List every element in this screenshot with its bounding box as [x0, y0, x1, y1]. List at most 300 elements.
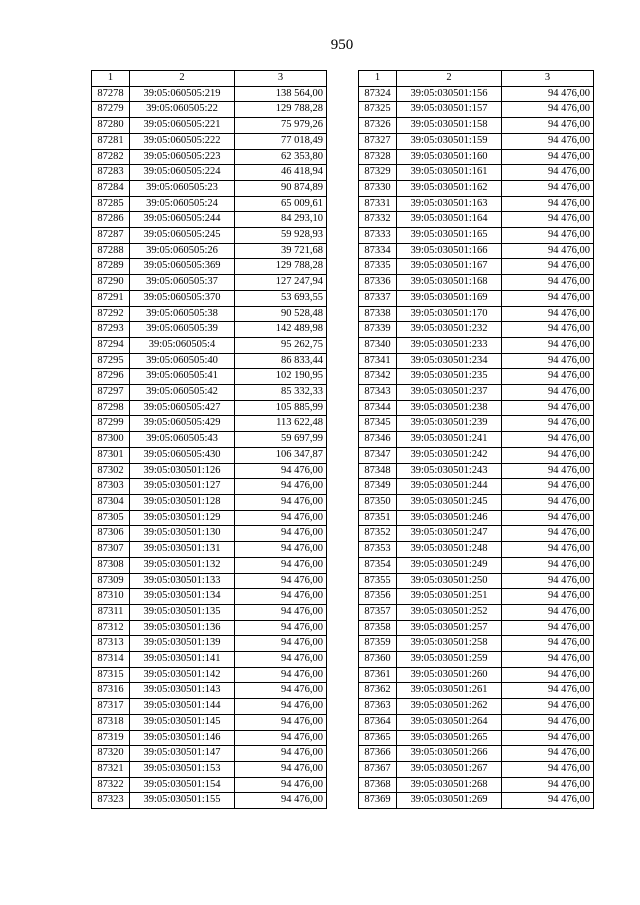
row-number-cell: 87334: [359, 243, 397, 259]
cadastral-number-cell: 39:05:030501:266: [397, 746, 502, 762]
value-cell: 62 353,80: [235, 149, 327, 165]
cadastral-number-cell: 39:05:030501:268: [397, 777, 502, 793]
table-row: [359, 337, 594, 353]
row-number-cell: 87352: [359, 526, 397, 542]
value-cell: 95 262,75: [235, 337, 327, 353]
row-number-cell: 87284: [92, 180, 130, 196]
cadastral-number-cell: 39:05:030501:233: [397, 337, 502, 353]
header-cell-3: 3: [502, 71, 594, 87]
table-row: [92, 463, 327, 479]
row-number-cell: 87337: [359, 290, 397, 306]
row-number-cell: 87346: [359, 432, 397, 448]
table-row: [92, 337, 327, 353]
cadastral-number-cell: 39:05:060505:224: [130, 165, 235, 181]
row-number-cell: 87341: [359, 353, 397, 369]
row-number-cell: 87297: [92, 385, 130, 401]
cadastral-number-cell: 39:05:060505:40: [130, 353, 235, 369]
value-cell: 94 476,00: [502, 180, 594, 196]
cadastral-number-cell: 39:05:060505:23: [130, 180, 235, 196]
value-cell: 90 528,48: [235, 306, 327, 322]
table-row: [359, 118, 594, 134]
row-number-cell: 87288: [92, 243, 130, 259]
table-row: [359, 479, 594, 495]
cadastral-number-cell: 39:05:030501:257: [397, 620, 502, 636]
value-cell: 84 293,10: [235, 212, 327, 228]
right-table-body: [359, 71, 594, 809]
left-table-body: [92, 71, 327, 809]
table-row: [359, 620, 594, 636]
table-row: [92, 761, 327, 777]
cadastral-number-cell: 39:05:030501:153: [130, 761, 235, 777]
value-cell: 94 476,00: [502, 573, 594, 589]
row-number-cell: 87364: [359, 714, 397, 730]
table-row: [92, 212, 327, 228]
value-cell: 94 476,00: [502, 730, 594, 746]
row-number-cell: 87354: [359, 557, 397, 573]
table-row: [359, 526, 594, 542]
row-number-cell: 87347: [359, 447, 397, 463]
value-cell: 53 693,55: [235, 290, 327, 306]
value-cell: 94 476,00: [235, 510, 327, 526]
row-number-cell: 87315: [92, 667, 130, 683]
cadastral-number-cell: 39:05:060505:24: [130, 196, 235, 212]
table-row: [92, 526, 327, 542]
cadastral-number-cell: 39:05:030501:160: [397, 149, 502, 165]
row-number-cell: 87321: [92, 761, 130, 777]
header-cell-2: 2: [397, 71, 502, 87]
table-row: [359, 510, 594, 526]
row-number-cell: 87353: [359, 542, 397, 558]
table-row: [92, 306, 327, 322]
cadastral-number-cell: 39:05:030501:262: [397, 699, 502, 715]
row-number-cell: 87298: [92, 400, 130, 416]
value-cell: 94 476,00: [235, 683, 327, 699]
cadastral-number-cell: 39:05:060505:4: [130, 337, 235, 353]
table-row: [92, 196, 327, 212]
cadastral-number-cell: 39:05:060505:370: [130, 290, 235, 306]
cadastral-number-cell: 39:05:030501:142: [130, 667, 235, 683]
cadastral-number-cell: 39:05:030501:235: [397, 369, 502, 385]
value-cell: 94 476,00: [235, 699, 327, 715]
value-cell: 94 476,00: [235, 777, 327, 793]
row-number-cell: 87320: [92, 746, 130, 762]
table-row: [92, 133, 327, 149]
table-row: [359, 542, 594, 558]
table-row: [359, 353, 594, 369]
cadastral-number-cell: 39:05:030501:162: [397, 180, 502, 196]
cadastral-number-cell: 39:05:030501:269: [397, 793, 502, 809]
cadastral-number-cell: 39:05:030501:168: [397, 275, 502, 291]
cadastral-number-cell: 39:05:060505:26: [130, 243, 235, 259]
row-number-cell: 87306: [92, 526, 130, 542]
value-cell: 94 476,00: [502, 620, 594, 636]
table-row: [359, 636, 594, 652]
cadastral-number-cell: 39:05:030501:259: [397, 652, 502, 668]
row-number-cell: 87368: [359, 777, 397, 793]
row-number-cell: 87327: [359, 133, 397, 149]
row-number-cell: 87312: [92, 620, 130, 636]
cadastral-number-cell: 39:05:030501:247: [397, 526, 502, 542]
table-row: [92, 86, 327, 102]
cadastral-number-cell: 39:05:030501:134: [130, 589, 235, 605]
table-row: [359, 730, 594, 746]
cadastral-number-cell: 39:05:060505:42: [130, 385, 235, 401]
row-number-cell: 87302: [92, 463, 130, 479]
value-cell: 94 476,00: [235, 652, 327, 668]
row-number-cell: 87318: [92, 714, 130, 730]
cadastral-number-cell: 39:05:030501:129: [130, 510, 235, 526]
value-cell: 94 476,00: [502, 353, 594, 369]
table-row: [92, 118, 327, 134]
row-number-cell: 87291: [92, 290, 130, 306]
cadastral-number-cell: 39:05:030501:242: [397, 447, 502, 463]
row-number-cell: 87282: [92, 149, 130, 165]
row-number-cell: 87344: [359, 400, 397, 416]
value-cell: 90 874,89: [235, 180, 327, 196]
row-number-cell: 87319: [92, 730, 130, 746]
table-row: [92, 369, 327, 385]
row-number-cell: 87278: [92, 86, 130, 102]
table-row: [359, 196, 594, 212]
table-row: [359, 180, 594, 196]
table-row: [359, 494, 594, 510]
table-row: [92, 165, 327, 181]
value-cell: 59 928,93: [235, 228, 327, 244]
cadastral-number-cell: 39:05:030501:237: [397, 385, 502, 401]
row-number-cell: 87283: [92, 165, 130, 181]
table-row: [359, 259, 594, 275]
cadastral-number-cell: 39:05:030501:258: [397, 636, 502, 652]
table-row: [92, 604, 327, 620]
cadastral-number-cell: 39:05:060505:244: [130, 212, 235, 228]
table-row: [359, 793, 594, 809]
row-number-cell: 87323: [92, 793, 130, 809]
cadastral-number-cell: 39:05:060505:39: [130, 322, 235, 338]
value-cell: 94 476,00: [502, 165, 594, 181]
cadastral-number-cell: 39:05:030501:169: [397, 290, 502, 306]
cadastral-number-cell: 39:05:030501:260: [397, 667, 502, 683]
value-cell: 46 418,94: [235, 165, 327, 181]
cadastral-number-cell: 39:05:030501:127: [130, 479, 235, 495]
value-cell: 59 697,99: [235, 432, 327, 448]
table-row: [359, 228, 594, 244]
table-row: [92, 589, 327, 605]
table-row: [92, 777, 327, 793]
row-number-cell: 87355: [359, 573, 397, 589]
cadastral-number-cell: 39:05:060505:369: [130, 259, 235, 275]
table-row: [359, 699, 594, 715]
value-cell: 94 476,00: [502, 463, 594, 479]
value-cell: 94 476,00: [502, 604, 594, 620]
row-number-cell: 87286: [92, 212, 130, 228]
cadastral-number-cell: 39:05:060505:43: [130, 432, 235, 448]
row-number-cell: 87295: [92, 353, 130, 369]
value-cell: 94 476,00: [502, 714, 594, 730]
row-number-cell: 87314: [92, 652, 130, 668]
cadastral-number-cell: 39:05:060505:245: [130, 228, 235, 244]
row-number-cell: 87310: [92, 589, 130, 605]
row-number-cell: 87366: [359, 746, 397, 762]
value-cell: 75 979,26: [235, 118, 327, 134]
row-number-cell: 87361: [359, 667, 397, 683]
value-cell: 94 476,00: [502, 133, 594, 149]
table-row: [359, 714, 594, 730]
value-cell: 94 476,00: [502, 86, 594, 102]
row-number-cell: 87326: [359, 118, 397, 134]
cadastral-number-cell: 39:05:030501:139: [130, 636, 235, 652]
table-row: [92, 353, 327, 369]
value-cell: 65 009,61: [235, 196, 327, 212]
value-cell: 94 476,00: [502, 777, 594, 793]
cadastral-number-cell: 39:05:030501:131: [130, 542, 235, 558]
cadastral-number-cell: 39:05:030501:146: [130, 730, 235, 746]
table-row: [359, 589, 594, 605]
value-cell: 127 247,94: [235, 275, 327, 291]
row-number-cell: 87358: [359, 620, 397, 636]
cadastral-number-cell: 39:05:060505:222: [130, 133, 235, 149]
row-number-cell: 87350: [359, 494, 397, 510]
table-row: [359, 86, 594, 102]
table-row: [359, 652, 594, 668]
cadastral-number-cell: 39:05:030501:238: [397, 400, 502, 416]
row-number-cell: 87294: [92, 337, 130, 353]
row-number-cell: 87356: [359, 589, 397, 605]
table-row: [92, 447, 327, 463]
value-cell: 94 476,00: [235, 667, 327, 683]
cadastral-number-cell: 39:05:030501:163: [397, 196, 502, 212]
row-number-cell: 87342: [359, 369, 397, 385]
table-row: [359, 557, 594, 573]
table-row: [92, 275, 327, 291]
row-number-cell: 87369: [359, 793, 397, 809]
value-cell: 102 190,95: [235, 369, 327, 385]
table-row: [359, 400, 594, 416]
cadastral-number-cell: 39:05:030501:135: [130, 604, 235, 620]
row-number-cell: 87343: [359, 385, 397, 401]
table-row: [92, 667, 327, 683]
value-cell: 94 476,00: [502, 228, 594, 244]
row-number-cell: 87300: [92, 432, 130, 448]
cadastral-number-cell: 39:05:030501:159: [397, 133, 502, 149]
cadastral-number-cell: 39:05:060505:429: [130, 416, 235, 432]
value-cell: 94 476,00: [235, 589, 327, 605]
cadastral-number-cell: 39:05:030501:246: [397, 510, 502, 526]
table-header-row: [359, 71, 594, 87]
row-number-cell: 87328: [359, 149, 397, 165]
value-cell: 94 476,00: [235, 573, 327, 589]
value-cell: 94 476,00: [502, 699, 594, 715]
value-cell: 94 476,00: [502, 557, 594, 573]
row-number-cell: 87301: [92, 447, 130, 463]
cadastral-number-cell: 39:05:030501:128: [130, 494, 235, 510]
value-cell: 94 476,00: [235, 557, 327, 573]
row-number-cell: 87363: [359, 699, 397, 715]
value-cell: 94 476,00: [502, 322, 594, 338]
row-number-cell: 87307: [92, 542, 130, 558]
value-cell: 94 476,00: [235, 479, 327, 495]
value-cell: 94 476,00: [502, 259, 594, 275]
cadastral-number-cell: 39:05:030501:158: [397, 118, 502, 134]
table-row: [92, 243, 327, 259]
cadastral-number-cell: 39:05:030501:126: [130, 463, 235, 479]
cadastral-number-cell: 39:05:030501:161: [397, 165, 502, 181]
value-cell: 94 476,00: [235, 463, 327, 479]
cadastral-number-cell: 39:05:030501:244: [397, 479, 502, 495]
value-cell: 142 489,98: [235, 322, 327, 338]
row-number-cell: 87325: [359, 102, 397, 118]
row-number-cell: 87308: [92, 557, 130, 573]
cadastral-number-cell: 39:05:030501:232: [397, 322, 502, 338]
row-number-cell: 87345: [359, 416, 397, 432]
cadastral-number-cell: 39:05:030501:248: [397, 542, 502, 558]
value-cell: 94 476,00: [502, 243, 594, 259]
cadastral-number-cell: 39:05:030501:156: [397, 86, 502, 102]
value-cell: 94 476,00: [235, 793, 327, 809]
value-cell: 94 476,00: [502, 416, 594, 432]
value-cell: 94 476,00: [235, 620, 327, 636]
table-row: [359, 165, 594, 181]
row-number-cell: 87305: [92, 510, 130, 526]
cadastral-number-cell: 39:05:060505:22: [130, 102, 235, 118]
table-row: [359, 275, 594, 291]
value-cell: 105 885,99: [235, 400, 327, 416]
cadastral-number-cell: 39:05:030501:143: [130, 683, 235, 699]
cadastral-number-cell: 39:05:030501:243: [397, 463, 502, 479]
left-table: [91, 70, 327, 809]
table-row: [92, 494, 327, 510]
cadastral-number-cell: 39:05:030501:245: [397, 494, 502, 510]
cadastral-number-cell: 39:05:060505:223: [130, 149, 235, 165]
value-cell: 129 788,28: [235, 102, 327, 118]
row-number-cell: 87313: [92, 636, 130, 652]
cadastral-number-cell: 39:05:060505:37: [130, 275, 235, 291]
value-cell: 94 476,00: [235, 746, 327, 762]
value-cell: 94 476,00: [235, 604, 327, 620]
row-number-cell: 87280: [92, 118, 130, 134]
table-row: [92, 322, 327, 338]
row-number-cell: 87324: [359, 86, 397, 102]
row-number-cell: 87349: [359, 479, 397, 495]
row-number-cell: 87357: [359, 604, 397, 620]
value-cell: 94 476,00: [235, 636, 327, 652]
row-number-cell: 87367: [359, 761, 397, 777]
table-row: [92, 400, 327, 416]
row-number-cell: 87289: [92, 259, 130, 275]
value-cell: 129 788,28: [235, 259, 327, 275]
value-cell: 94 476,00: [235, 494, 327, 510]
table-row: [92, 620, 327, 636]
row-number-cell: 87292: [92, 306, 130, 322]
table-row: [92, 290, 327, 306]
value-cell: 94 476,00: [502, 510, 594, 526]
table-row: [92, 652, 327, 668]
value-cell: 94 476,00: [502, 212, 594, 228]
value-cell: 94 476,00: [502, 306, 594, 322]
table-row: [359, 746, 594, 762]
cadastral-number-cell: 39:05:060505:38: [130, 306, 235, 322]
cadastral-number-cell: 39:05:030501:155: [130, 793, 235, 809]
row-number-cell: 87330: [359, 180, 397, 196]
table-row: [92, 542, 327, 558]
cadastral-number-cell: 39:05:030501:144: [130, 699, 235, 715]
table-row: [92, 699, 327, 715]
value-cell: 138 564,00: [235, 86, 327, 102]
value-cell: 94 476,00: [235, 730, 327, 746]
cadastral-number-cell: 39:05:030501:267: [397, 761, 502, 777]
value-cell: 86 833,44: [235, 353, 327, 369]
value-cell: 94 476,00: [502, 683, 594, 699]
table-row: [359, 322, 594, 338]
table-row: [359, 369, 594, 385]
row-number-cell: 87279: [92, 102, 130, 118]
row-number-cell: 87360: [359, 652, 397, 668]
value-cell: 94 476,00: [502, 526, 594, 542]
row-number-cell: 87331: [359, 196, 397, 212]
value-cell: 94 476,00: [502, 542, 594, 558]
cadastral-number-cell: 39:05:030501:251: [397, 589, 502, 605]
value-cell: 94 476,00: [502, 385, 594, 401]
cadastral-number-cell: 39:05:030501:136: [130, 620, 235, 636]
row-number-cell: 87339: [359, 322, 397, 338]
table-row: [359, 777, 594, 793]
cadastral-number-cell: 39:05:060505:427: [130, 400, 235, 416]
cadastral-number-cell: 39:05:030501:133: [130, 573, 235, 589]
row-number-cell: 87303: [92, 479, 130, 495]
value-cell: 94 476,00: [502, 290, 594, 306]
cadastral-number-cell: 39:05:030501:164: [397, 212, 502, 228]
table-row: [359, 761, 594, 777]
header-cell-2: 2: [130, 71, 235, 87]
row-number-cell: 87336: [359, 275, 397, 291]
table-row: [92, 180, 327, 196]
table-row: [92, 228, 327, 244]
table-row: [359, 243, 594, 259]
cadastral-number-cell: 39:05:030501:250: [397, 573, 502, 589]
table-row: [359, 416, 594, 432]
cadastral-number-cell: 39:05:060505:41: [130, 369, 235, 385]
row-number-cell: 87281: [92, 133, 130, 149]
table-row: [359, 133, 594, 149]
table-row: [359, 463, 594, 479]
cadastral-number-cell: 39:05:030501:130: [130, 526, 235, 542]
value-cell: 94 476,00: [235, 526, 327, 542]
value-cell: 94 476,00: [235, 714, 327, 730]
cadastral-number-cell: 39:05:030501:265: [397, 730, 502, 746]
cadastral-number-cell: 39:05:030501:166: [397, 243, 502, 259]
value-cell: 94 476,00: [502, 652, 594, 668]
table-row: [92, 557, 327, 573]
cadastral-number-cell: 39:05:030501:264: [397, 714, 502, 730]
value-cell: 94 476,00: [502, 636, 594, 652]
row-number-cell: 87317: [92, 699, 130, 715]
cadastral-number-cell: 39:05:030501:154: [130, 777, 235, 793]
value-cell: 94 476,00: [502, 589, 594, 605]
table-row: [92, 149, 327, 165]
table-row: [359, 149, 594, 165]
value-cell: 94 476,00: [502, 400, 594, 416]
value-cell: 94 476,00: [502, 746, 594, 762]
cadastral-number-cell: 39:05:030501:157: [397, 102, 502, 118]
row-number-cell: 87365: [359, 730, 397, 746]
row-number-cell: 87338: [359, 306, 397, 322]
value-cell: 94 476,00: [502, 793, 594, 809]
table-row: [92, 746, 327, 762]
row-number-cell: 87296: [92, 369, 130, 385]
table-row: [92, 385, 327, 401]
value-cell: 94 476,00: [502, 102, 594, 118]
row-number-cell: 87287: [92, 228, 130, 244]
table-row: [359, 432, 594, 448]
